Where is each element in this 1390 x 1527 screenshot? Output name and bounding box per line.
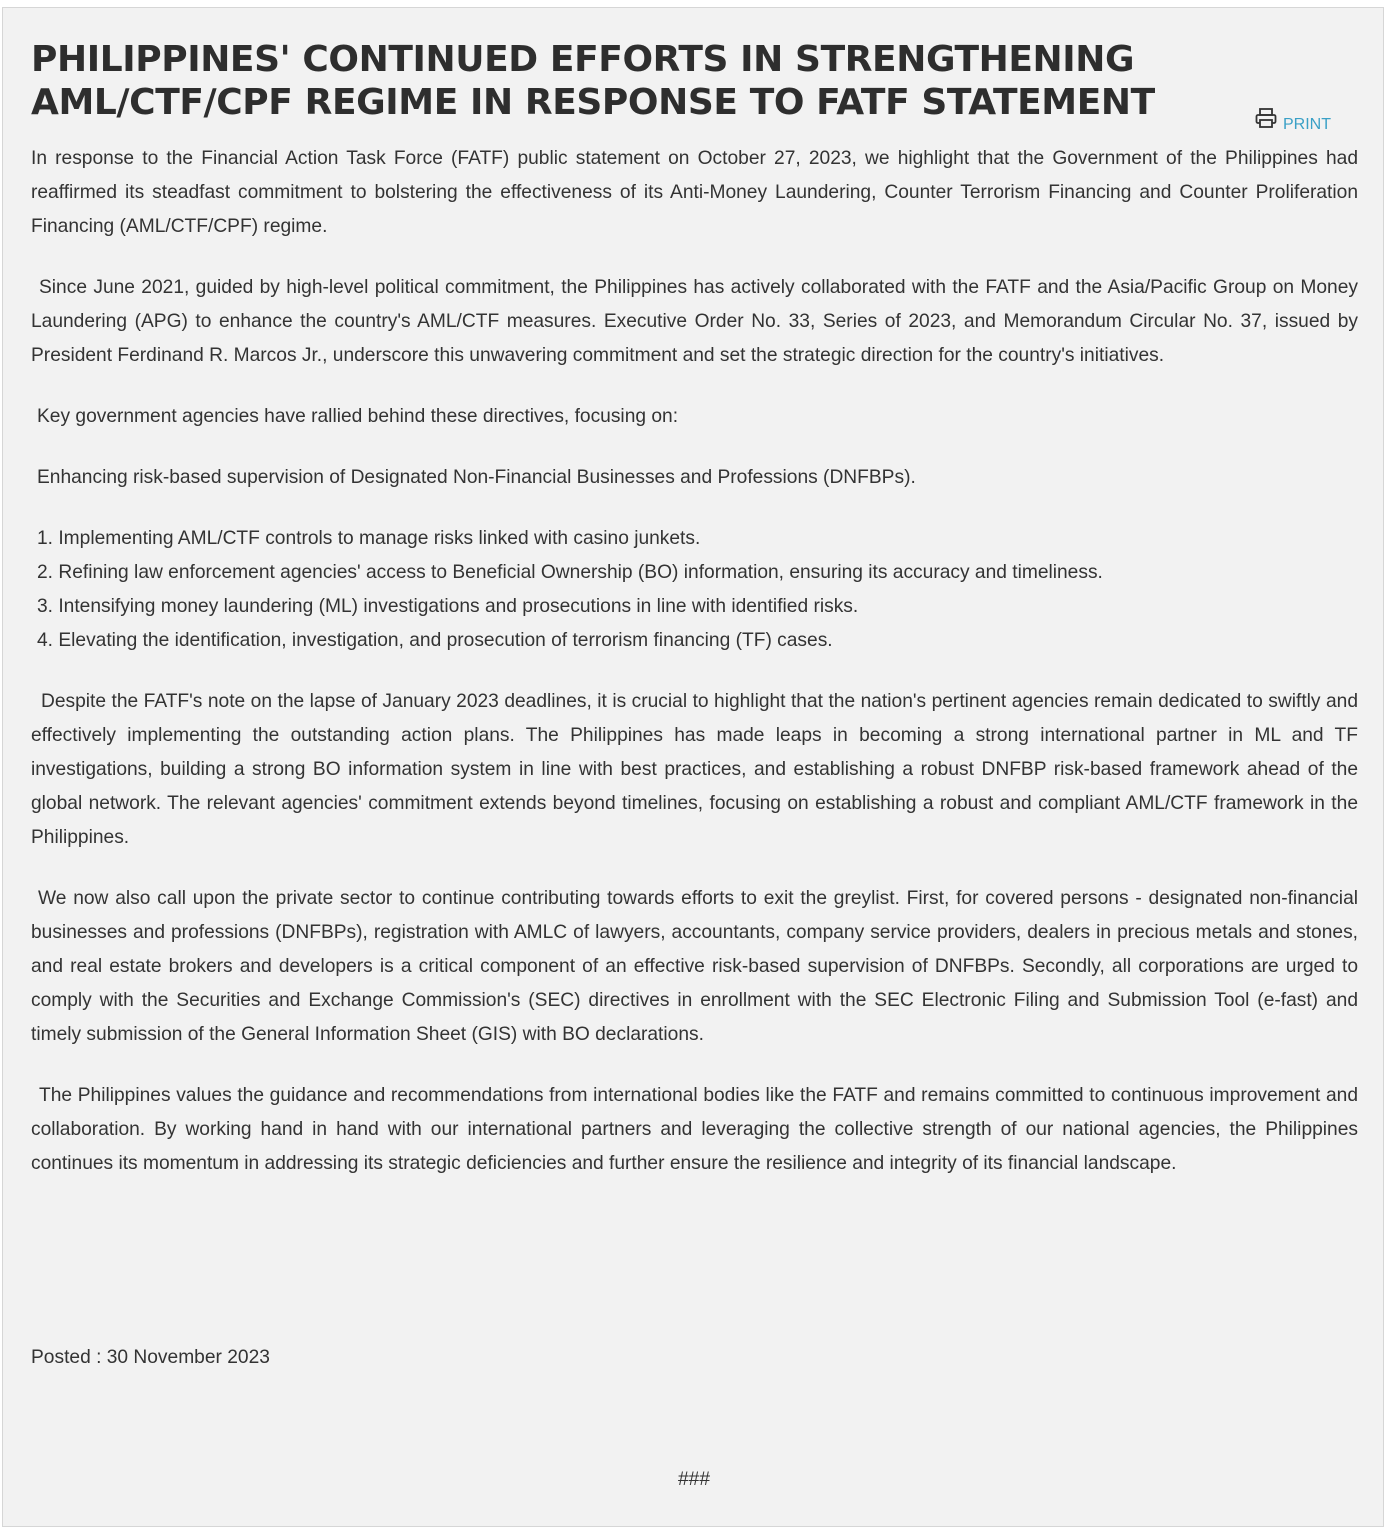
paragraph-key-agencies: Key government agencies have rallied behind these directives, focusing on: xyxy=(37,406,679,427)
article-panel xyxy=(2,7,1384,1527)
printer-icon xyxy=(1255,108,1277,128)
end-mark: ### xyxy=(677,1469,710,1490)
paragraph-dnfbp-supervision: Enhancing risk-based supervision of Designated Non-Financial Businesses and Professions (DNFBPs). xyxy=(37,467,916,488)
list-item: 3. Intensifying money laundering (ML) investigations and prosecutions in line with identified risks. xyxy=(37,596,859,617)
article-content xyxy=(31,38,1358,1208)
print-button[interactable] xyxy=(1253,112,1331,134)
paragraph-deadlines: Despite the FATF's note on the lapse of January 2023 deadlines, it is crucial to highlight that the nation's pertinent agencies remain dedicated to swiftly and effectively implementing the outstanding action plans. The Philippines has made leaps in becoming a strong international partner in ML and TF investigations, building a strong BO information system in line with best practices, and establishing a robust DNFBP risk-based framework ahead of the global network. The relevant agencies' commitment extends beyond timelines, focusing on establishing a robust and compliant AML/CTF framework in the Philippines. xyxy=(31,691,1358,848)
list-item: 1. Implementing AML/CTF controls to manage risks linked with casino junkets. xyxy=(37,528,701,549)
paragraph-since-2021: Since June 2021, guided by high-level political commitment, the Philippines has actively collaborated with the FATF and the Asia/Pacific Group on Money Laundering (APG) to enhance the country's AML/CTF measures. Executive Order No. 33, Series of 2023, and Memorandum Circular No. 37, issued by President Ferdinand R. Marcos Jr., underscore this unwavering commitment and set the strategic direction for the country's initiatives. xyxy=(31,277,1358,366)
posted-date: Posted : 30 November 2023 xyxy=(31,1347,270,1368)
print-label: PRINT xyxy=(1283,116,1331,133)
paragraph-intro: In response to the Financial Action Task Force (FATF) public statement on October 27, 2023, we highlight that the Government of the Philippines had reaffirmed its steadfast commitment to bolstering the effectiveness of its Anti-Money Laundering, Counter Terrorism Financing and Counter Proliferation Financing (AML/CTF/CPF) regime. xyxy=(31,148,1358,237)
focus-list xyxy=(31,522,1358,658)
article-body xyxy=(31,142,1358,1181)
page-title: PHILIPPINES' CONTINUED EFFORTS IN STRENGTHENING AML/CTF/CPF REGIME IN RESPONSE TO FATF STATEMENT xyxy=(31,39,1155,123)
list-item: 4. Elevating the identification, investigation, and prosecution of terrorism financing (TF) cases. xyxy=(37,630,833,651)
list-item: 2. Refining law enforcement agencies' access to Beneficial Ownership (BO) information, ensuring its accuracy and timeliness. xyxy=(37,562,1103,583)
paragraph-private-sector: We now also call upon the private sector to continue contributing towards efforts to exit the greylist. First, for covered persons - designated non-financial businesses and professions (DNFBPs), registration with AMLC of lawyers, accountants, company service providers, dealers in precious metals and stones, and real estate brokers and developers is a critical component of an effective risk-based supervision of DNFBPs. Secondly, all corporations are urged to comply with the Securities and Exchange Commission's (SEC) directives in enrollment with the SEC Electronic Filing and Submission Tool (e-fast) and timely submission of the General Information Sheet (GIS) with BO declarations. xyxy=(31,888,1358,1045)
paragraph-closing: The Philippines values the guidance and recommendations from international bodies like the FATF and remains committed to continuous improvement and collaboration. By working hand in hand with our international partners and leveraging the collective strength of our national agencies, the Philippines continues its momentum in addressing its strategic deficiencies and further ensure the resilience and integrity of its financial landscape. xyxy=(31,1085,1358,1174)
